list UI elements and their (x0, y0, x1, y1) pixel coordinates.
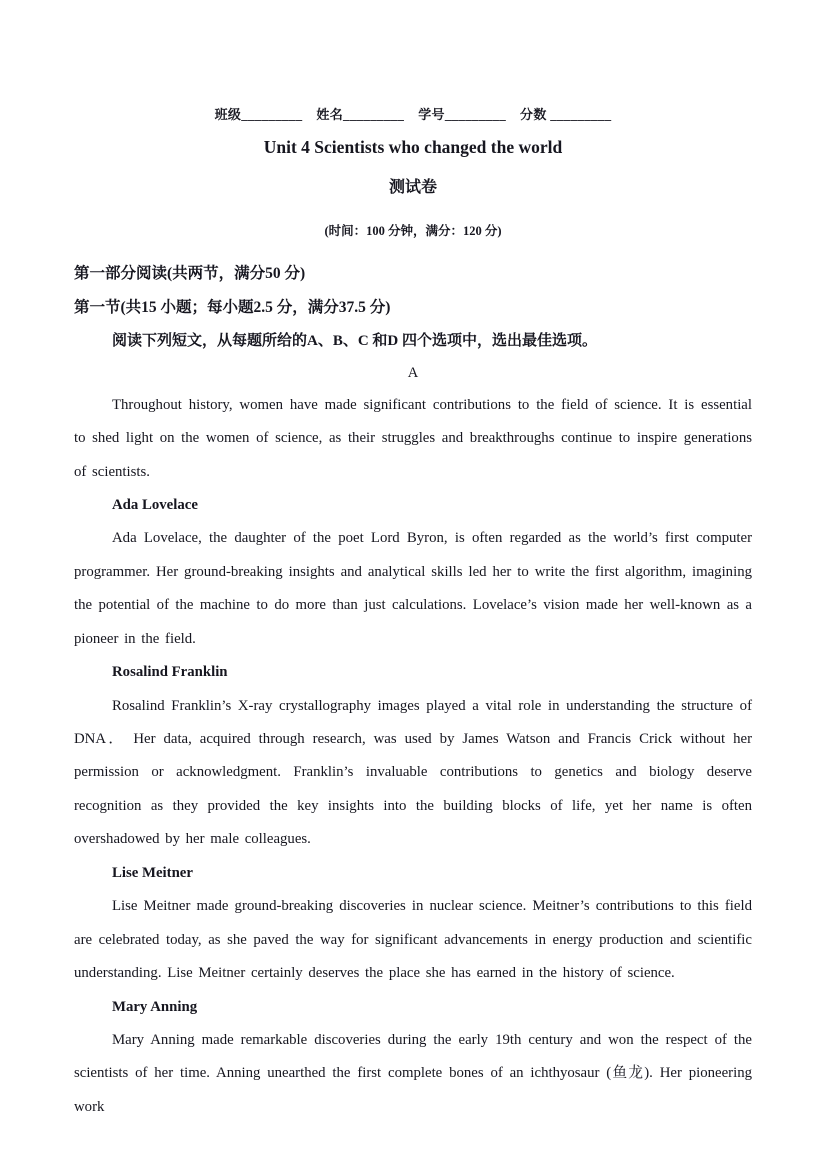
entry-heading-lise-meitner: Lise Meitner (112, 864, 193, 881)
student-id-underline: _________ (444, 107, 507, 122)
score-blank (520, 104, 611, 123)
entry-heading-mary-anning: Mary Anning (112, 998, 198, 1015)
entry-paragraph-rosalind-franklin: Rosalind Franklin’s X-ray crystallography images played a vital role in understanding the structure of DNA． Her data, acquired through research, was used by James Watson and Francis Crick without her permission or acknowledgment. Franklin’s invaluable contributions to genetics and biology deserve recognition as they provided the key insights into the building blocks of life, yet her name is often overshadowed by her male colleagues. (74, 697, 752, 848)
score-label: 分数 (520, 107, 547, 122)
document-title: Unit 4 Scientists who changed the world (263, 137, 563, 157)
name-label: 姓名 (316, 107, 344, 122)
reading-instruction: 阅读下列短文，从每题所给的A、B、C 和D 四个选项中，选出最佳选项。 (112, 333, 598, 350)
entry-heading-rosalind-franklin: Rosalind Franklin (112, 664, 228, 681)
time-score-meta: (时间：100 分钟，满分：120 分) (324, 224, 502, 238)
student-id-label: 学号 (418, 107, 445, 122)
passage-intro-paragraph: Throughout history, women have made significant contributions to the field of science. It is essential to shed light on the women of science, as their struggles and breakthroughs continue to inspire generations of scientists. (74, 396, 752, 480)
name-underline: _________ (343, 107, 405, 122)
student-info-line (74, 104, 752, 123)
name-blank (316, 104, 404, 123)
passage-a-label: A (407, 365, 419, 382)
class-underline: _________ (241, 107, 303, 122)
entry-paragraph-lise-meitner: Lise Meitner made ground-breaking discoveries in nuclear science. Meitner’s contributions to this field are celebrated today, as she paved the way for significant advancements in energy production and scientific understanding. Lise Meitner certainly deserves the place she has earned in the history of science. (74, 898, 752, 982)
entry-paragraph-ada-lovelace: Ada Lovelace, the daughter of the poet Lord Byron, is often regarded as the world’s first computer programmer. Her ground-breaking insights and analytical skills led her to write the first algorithm, imagining the potential of the machine to do more than just calculations. Lovelace’s vision made her well-known as a pioneer in the field. (74, 530, 752, 647)
entry-paragraph-mary-anning: Mary Anning made remarkable discoveries during the early 19th century and won the respect of the scientists of her time. Anning unearthed the first complete bones of an ichthyosaur (鱼龙). Her pioneering work (74, 1031, 752, 1115)
section-one-heading: 第一节(共15 小题；每小题2.5 分，满分37.5 分) (74, 299, 391, 317)
entry-heading-ada-lovelace: Ada Lovelace (112, 496, 198, 513)
class-blank (215, 104, 303, 123)
document-subtitle: 测试卷 (388, 179, 437, 196)
class-label: 班级 (214, 107, 242, 122)
student-id-blank (418, 104, 506, 123)
part-one-heading: 第一部分阅读(共两节，满分50 分) (74, 265, 306, 282)
score-underline: _________ (546, 107, 612, 122)
